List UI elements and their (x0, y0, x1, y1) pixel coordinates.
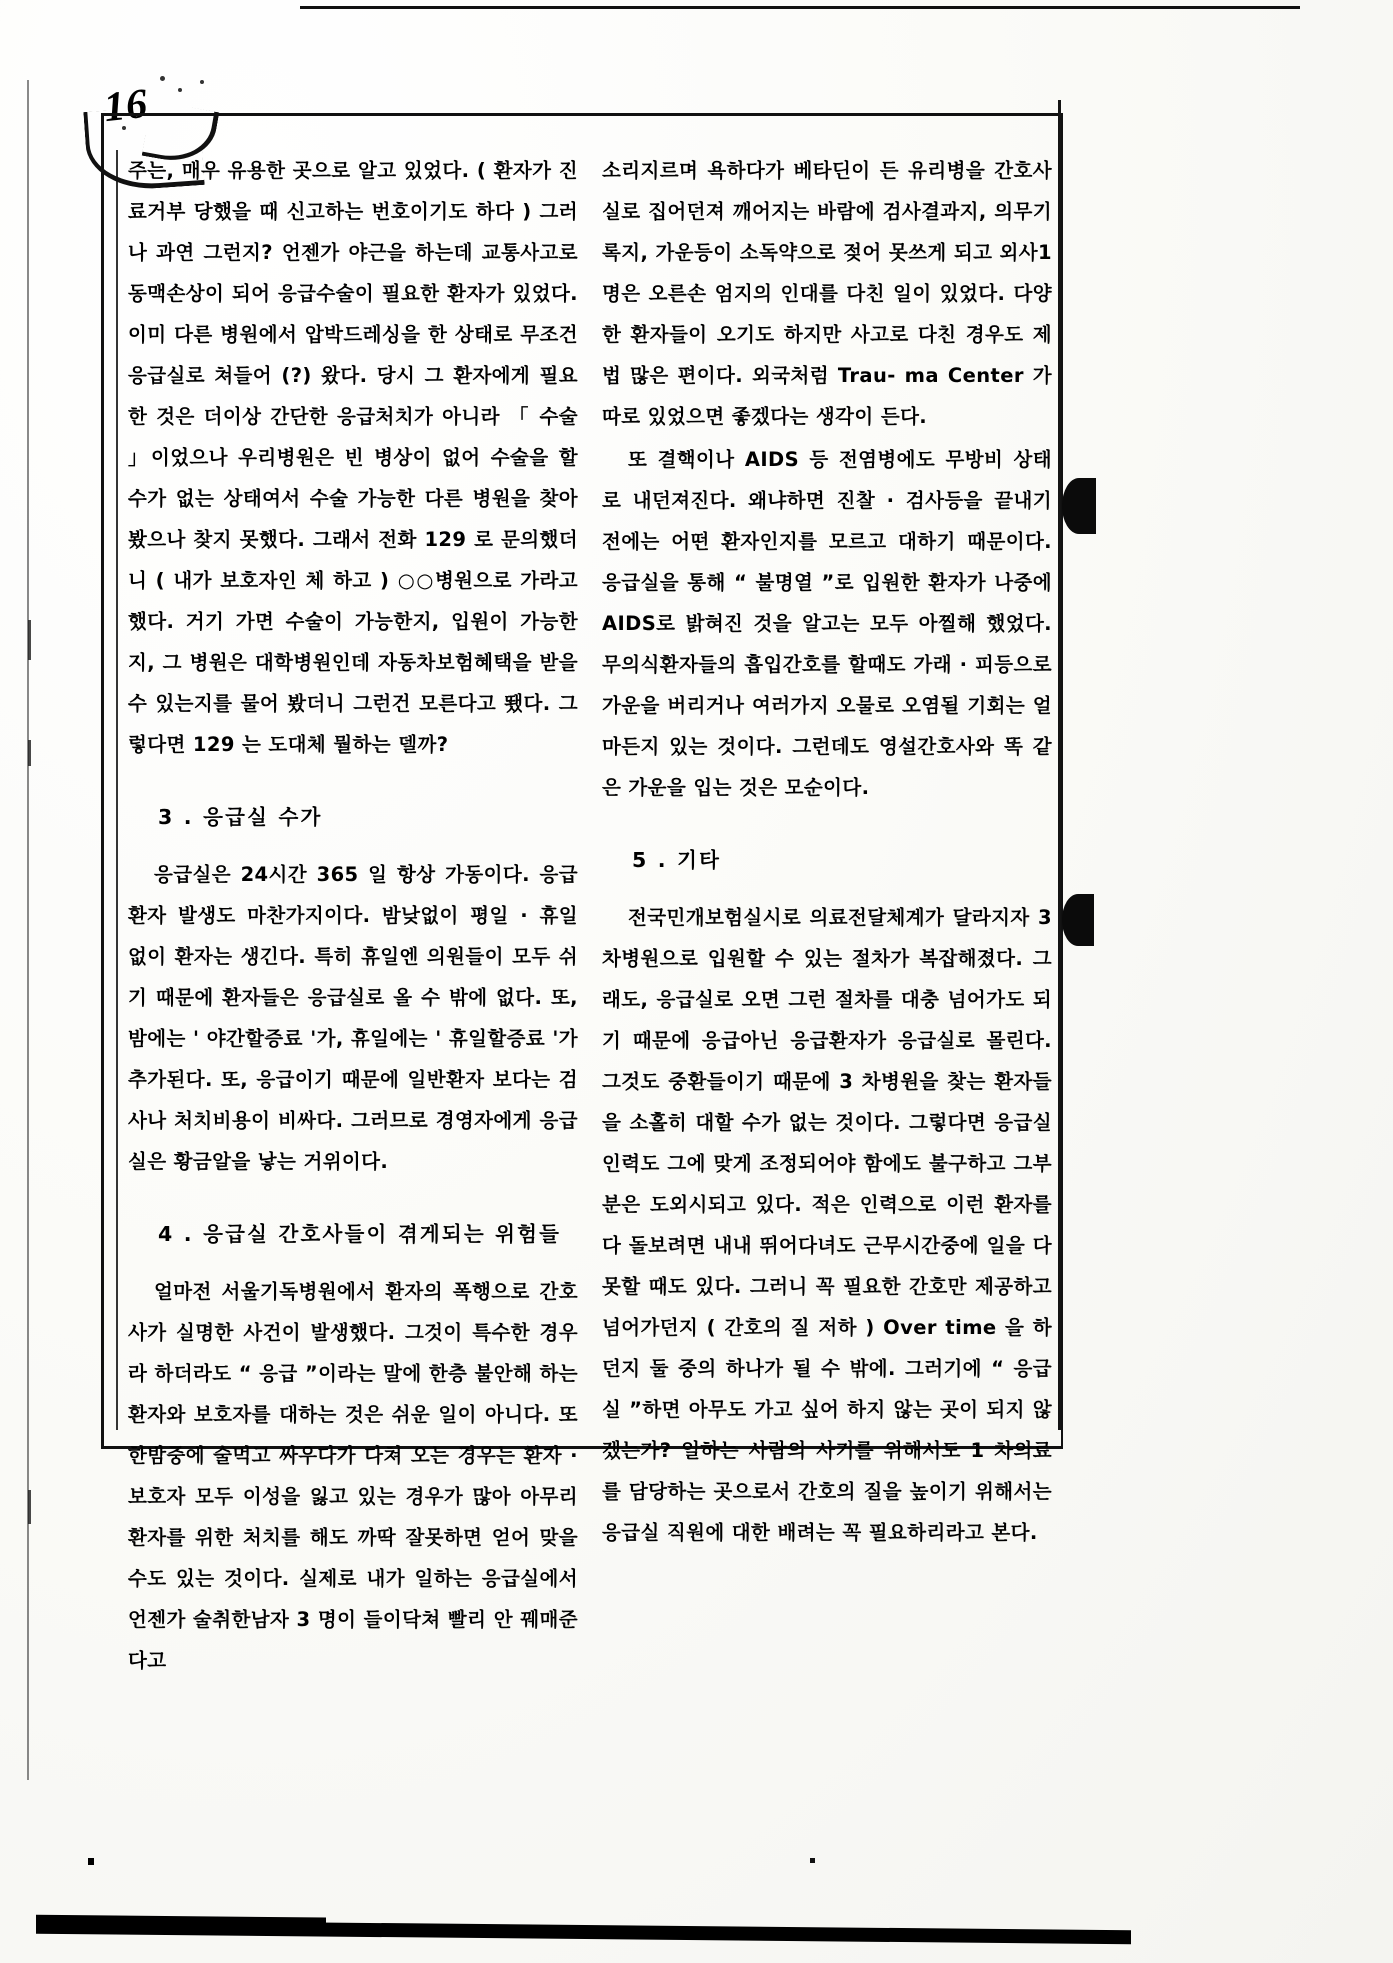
scan-top-edge-line (300, 6, 1300, 9)
left-column (128, 150, 578, 1672)
scan-left-edge-line (27, 80, 29, 1780)
right-column (602, 150, 1052, 1544)
scan-speck (88, 1858, 94, 1865)
right-margin-rule (1058, 100, 1061, 1430)
binding-artifact-blob (1062, 894, 1094, 946)
left-paragraph-1: 주는, 매우 유용한 곳으로 알고 있었다. ( 환자가 진료거부 당했을 때 신고하는 번호이기도 하다 ) 그러나 과연 그런지? 언젠가 야근을 하는데 교통사고로 동맥손상이 되어 응급수술이 필요한 환자가 있었다. 이미 다른 병원에서 압박드레싱을 한 상태로 무조건 응급실로 쳐들어 (?) 왔다. 당시 그 환자에게 필요한 것은 더이상 간단한 응급처치가 아니라 「 수술 」이었으나 우리병원은 빈 병상이 없어 수술을 할 수가 없는 상태여서 수술 가능한 다른 병원을 찾아 봤으나 찾지 못했다. 그래서 전화 129 로 문의했더니 ( 내가 보호자인 체 하고 ) ○○병원으로 가라고 했다. 거기 가면 수술이 가능한지, 입원이 가능한지, 그 병원은 대학병원인데 자동차보험혜택을 받을 수 있는지를 물어 봤더니 그런건 모른다고 뙜다. 그렇다면 129 는 도대체 뭘하는 델까? (128, 159, 578, 756)
scan-speck (810, 1858, 815, 1863)
left-paragraph-2: 응급실은 24시간 365 일 항상 가동이다. 응급환자 발생도 마찬가지이다. 밤낮없이 평일 · 휴일 없이 환자는 생긴다. 특히 휴일엔 의원들이 모두 쉬기 때문에 환자들은 응급실로 올 수 밖에 없다. 또, 밤에는 ' 야간할증료 '가, 휴일에는 ' 휴일할증료 '가 추가된다. 또, 응급이기 때문에 일반환자 보다는 검사나 처치비용이 비싸다. 그러므로 경영자에게 응급실은 황금알을 낳는 거위이다. (128, 863, 578, 1173)
margin-tick-mark (28, 620, 31, 660)
right-paragraph-2: 또 결핵이나 AIDS 등 전염병에도 무방비 상태로 내던져진다. 왜냐하면 진찰 · 검사등을 끝내기 전에는 어떤 환자인지를 모르고 대하기 때문이다. 응급실을 통해 “ 불명열 ”로 입원한 환자가 나중에 AIDS로 밝혀진 것을 알고는 모두 아찔해 했었다. 무의식환자들의 흡입간호를 할때도 가래 · 피등으로 가운을 버리거나 여러가지 오물로 오염될 기회는 얼마든지 있는 것이다. 그런데도 영설간호사와 똑 같은 가운을 입는 것은 모순이다. (602, 448, 1052, 799)
handwritten-page-number: 16 (101, 80, 151, 132)
margin-tick-mark (28, 1490, 31, 1524)
two-column-body (128, 150, 1053, 1672)
pen-speck (178, 88, 182, 92)
margin-tick-mark (28, 740, 31, 766)
heading-section-4: 4 . 응급실 간호사들이 겪게되는 위험들 (158, 1222, 562, 1246)
right-paragraph-1: 소리지르며 욕하다가 베타딘이 든 유리병을 간호사실로 집어던져 깨어지는 바람에 검사결과지, 의무기록지, 가운등이 소독약으로 젖어 못쓰게 되고 외사1명은 오른손 엄지의 인대를 다친 일이 있었다. 다양한 환자들이 오기도 하지만 사고로 다친 경우도 제법 많은 편이다. 외국처럼 Trau- ma Center 가 따로 있었으면 좋겠다는 생각이 든다. (602, 159, 1052, 428)
pen-speck (200, 80, 204, 84)
pen-speck (160, 76, 165, 81)
inner-left-rule (116, 150, 118, 1430)
left-paragraph-3: 얼마전 서울기독병원에서 환자의 폭행으로 간호사가 실명한 사건이 발생했다. 그것이 특수한 경우라 하더라도 “ 응급 ”이라는 말에 한층 불안해 하는 환자와 보호자를 대하는 것은 쉬운 일이 아니다. 또 한밤중에 술먹고 싸우다가 다쳐 오는 경우는 환자 · 보호자 모두 이성을 잃고 있는 경우가 많아 아무리 환자를 위한 처치를 해도 까딱 잘못하면 얻어 맞을 수도 있는 것이다. 실제로 내가 일하는 응급실에서 언젠가 술취한남자 3 명이 들이닥쳐 빨리 안 꿰매준다고 (128, 1280, 578, 1672)
heading-section-5: 5 . 기타 (632, 848, 722, 872)
right-paragraph-3: 전국민개보험실시로 의료전달체계가 달라지자 3 차병원으로 입원할 수 있는 절차가 복잡해졌다. 그래도, 응급실로 오면 그런 절차를 대충 넘어가도 되기 때문에 응급아닌 응급환자가 응급실로 몰린다. 그것도 중환들이기 때문에 3 차병원을 찾는 환자들을 소홀히 대할 수가 없는 것이다. 그렇다면 응급실 인력도 그에 맞게 조정되어야 함에도 불구하고 그부분은 도외시되고 있다. 적은 인력으로 이런 환자를 다 돌보려면 내내 뛰어다녀도 근무시간중에 일을 다 못할 때도 있다. 그러니 꼭 필요한 간호만 제공하고 넘어가던지 ( 간호의 질 저하 ) Over time 을 하던지 둘 중의 하나가 될 수 밖에. 그러기에 “ 응급실 ”하면 아무도 가고 싶어 하지 않는 곳이 되지 않겠는가? 일하는 사람의 사기를 위해서도 1 차의료를 담당하는 곳으로서 간호의 질을 높이기 위해서는 응급실 직원에 대한 배려는 꼭 필요하리라고 본다. (602, 906, 1052, 1544)
heading-section-3: 3 . 응급실 수가 (158, 805, 323, 829)
binding-artifact-blob (1062, 478, 1096, 534)
